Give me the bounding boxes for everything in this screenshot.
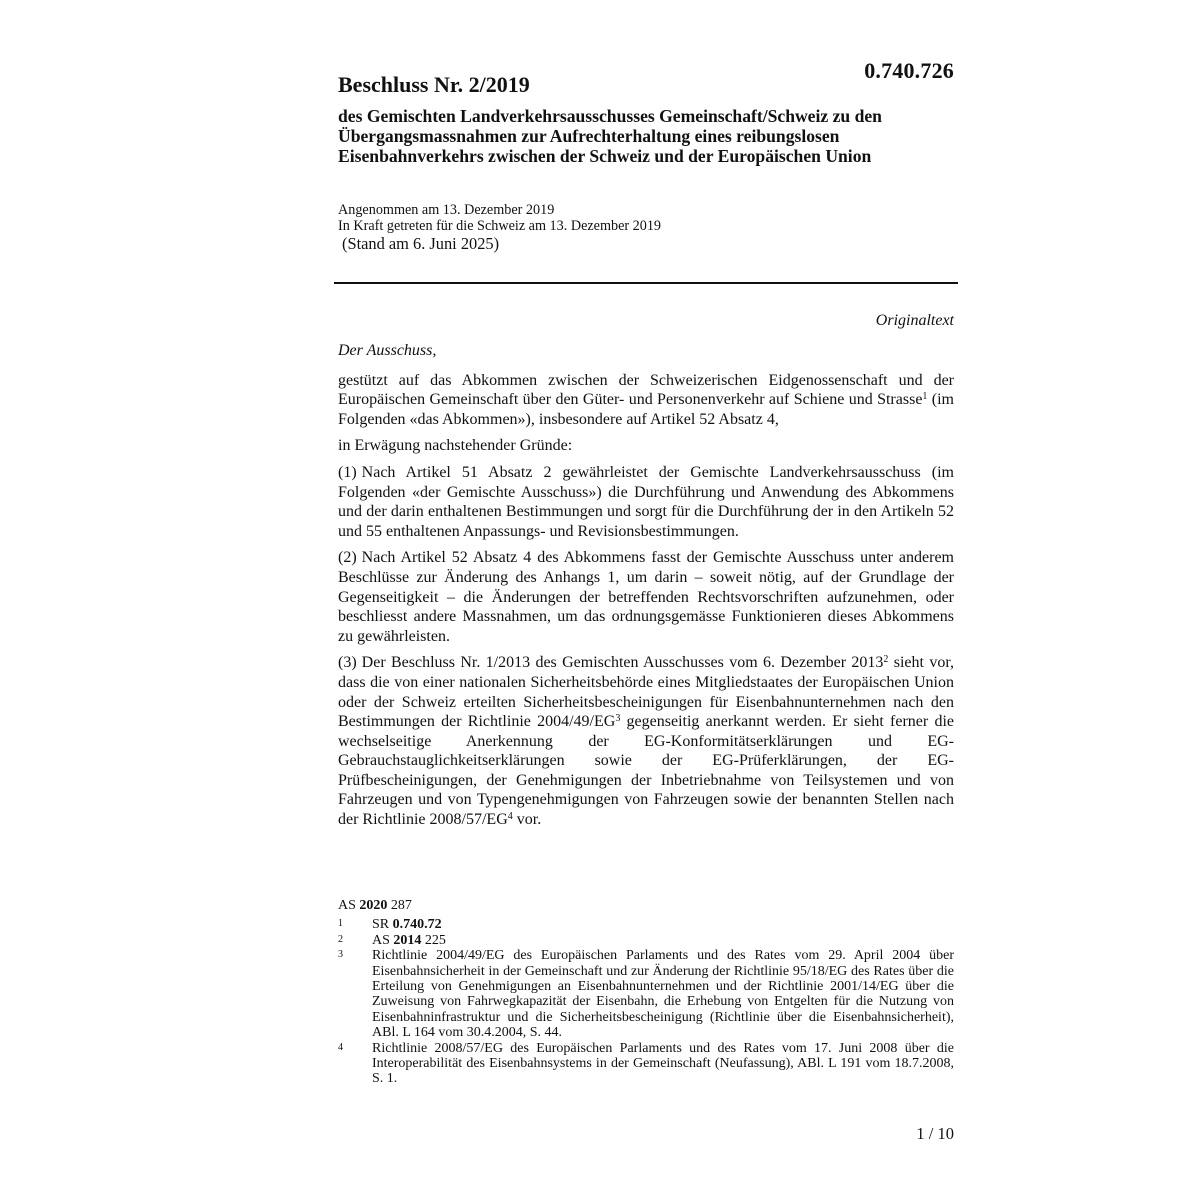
footnote-text xyxy=(372,933,954,948)
status-date: (Stand am 6. Juni 2025) xyxy=(342,234,500,253)
sr-number: 0.740.726 xyxy=(864,58,954,83)
document-body xyxy=(338,341,954,837)
footnote-ref-4[interactable]: 4 xyxy=(507,811,513,823)
recital-number: (2) xyxy=(338,549,357,567)
official-compilation-reference xyxy=(338,898,954,913)
recital-text: Nach Artikel 51 Absatz 2 gewährleistet der Gemischte Landverkehrsausschuss (im Folgenden «der Gemischte Ausschuss») die Durchführung und Anwendung des Abkommens und der darin enthaltenen Bestimmungen und sorgt für die Durchführung der in den Artikeln 52 und 55 enthaltenen Anpassungs- und Revisionsbestimmungen. xyxy=(338,463,954,540)
recital-text: Nach Artikel 52 Absatz 4 des Abkommens fasst der Gemischte Ausschuss unter anderem Beschlüsse zur Änderung des Anhangs 1, um darin – soweit nötig, auf der Grundlage der Gegenseitigkeit – die Änderungen der betreffenden Rechtsvorschriften aufzunehmen, oder beschliesst andere Massnahmen, um das ordnungsgemässe Funktionieren dieses Abkommens zu gewährleisten. xyxy=(338,549,954,645)
recital-2 xyxy=(338,548,954,646)
as-year: 2020 xyxy=(359,898,388,913)
sr-link[interactable]: 0.740.72 xyxy=(392,917,442,933)
recital-number: (3) xyxy=(338,654,357,672)
footnote-number: 4 xyxy=(338,1041,343,1053)
recital-text-continued: sieht vor, dass die von einer nationalen Sicherheitsbehörde eines Mitgliedstaates der Europäischen Union oder der Schweiz erteilten Sicherheitsbescheinigungen für Eisenbahnunternehmen nach den Bestimmungen der Richtlinie 2004/49/EG xyxy=(338,654,955,731)
footnote-ref-1[interactable]: 1 xyxy=(922,391,928,403)
footnote-3 xyxy=(338,948,954,1040)
footnote-prefix: AS xyxy=(372,932,390,948)
footnote-number: 3 xyxy=(338,949,343,961)
recital-text: Der Beschluss Nr. 1/2013 des Gemischten Ausschusses vom 6. Dezember 2013 xyxy=(361,654,884,672)
document-subtitle: des Gemischten Landverkehrsausschusses Gemeinschaft/Schweiz zu den Übergangsmassnahmen zur Aufrechterhaltung eines reibungslosen Eisenbahnverkehrs zwischen der Schweiz und der Europäischen Union xyxy=(338,106,882,166)
footnote-4 xyxy=(338,1041,954,1087)
document-meta xyxy=(338,202,661,252)
footnote-1 xyxy=(338,917,954,932)
as-link[interactable]: 2014 xyxy=(393,932,422,948)
preamble-text-continued: (im Folgenden «das Abkommen»), insbesondere auf Artikel 52 Absatz 4, xyxy=(338,391,954,428)
header-divider xyxy=(334,282,958,284)
footnote-ref-2[interactable]: 2 xyxy=(883,654,889,666)
in-force-date: In Kraft getreten für die Schweiz am 13. Dezember 2019 xyxy=(338,218,662,234)
footnote-number: 1 xyxy=(338,918,343,930)
document-page xyxy=(338,0,956,1200)
footnote-text: Richtlinie 2004/49/EG des Europäischen Parlaments und des Rates vom 29. April 2004 über Eisenbahnsicherheit in der Gemeinschaft und zur Änderung der Richtlinie 95/18/EG des Rates über die Erteilung von Genehmigungen an Eisenbahnunternehmen und der Richtlinie 2001/14/EG über die Zuweisung von Fahrwegkapazität der Eisenbahn, die Erhebung von Entgelten für die Nutzung von Eisenbahninfrastruktur und die Sicherheitsbescheinigung (Richtlinie über die Eisenbahnsicherheit), ABl. L 164 vom 30.4.2004, S. 44. xyxy=(372,948,954,1041)
footnote-text: Richtlinie 2008/57/EG des Europäischen Parlaments und des Rates vom 17. Juni 2008 über die Interoperabilität des Eisenbahnsystems in der Gemeinschaft (Neufassung), ABl. L 191 vom 18.7.2008, S. 1. xyxy=(372,1040,954,1087)
recital-text-continued: gegenseitig anerkannt werden. Er sieht ferner die wechselseitige Anerkennung der EG-Konformitätserklärungen und EG-Gebrauchstauglichkeitserklärungen sowie der EG-Prüferklärungen, der EG-Prüfbescheinigungen, der Genehmigungen der Inbetriebnahme von Teilsystemen und von Fahrzeugen und von Typengenehmigungen von Fahrzeugen sowie der benannten Stellen nach der Richtlinie 2008/57/EG xyxy=(338,713,954,829)
page-number: 1 / 10 xyxy=(916,1124,954,1143)
as-page: 287 xyxy=(390,898,412,913)
footnote-prefix: SR xyxy=(372,917,390,933)
recital-3 xyxy=(338,653,954,829)
document-title: Beschluss Nr. 2/2019 xyxy=(338,72,530,97)
footnote-text xyxy=(372,917,954,932)
footnotes xyxy=(338,898,954,1087)
recital-number: (1) xyxy=(338,463,357,481)
as-prefix: AS xyxy=(338,898,356,913)
footnote-number: 2 xyxy=(338,933,343,945)
footnote-page: 225 xyxy=(424,932,446,948)
considerations-intro: in Erwägung nachstehender Gründe: xyxy=(338,437,573,455)
footnote-ref-3[interactable]: 3 xyxy=(615,713,621,725)
footnote-2 xyxy=(338,933,954,948)
recital-1 xyxy=(338,463,954,541)
recital-text-end: vor. xyxy=(512,811,542,829)
adopted-date: Angenommen am 13. Dezember 2019 xyxy=(338,202,555,218)
preamble-text: gestützt auf das Abkommen zwischen der Schweizerischen Eidgenossenschaft und der Europäischen Gemeinschaft über den Güter- und Personenverkehr auf Schiene und Strasse xyxy=(338,371,954,409)
preamble xyxy=(338,371,954,430)
original-text-label: Originaltext xyxy=(875,312,954,329)
committee-heading: Der Ausschuss, xyxy=(338,342,437,359)
